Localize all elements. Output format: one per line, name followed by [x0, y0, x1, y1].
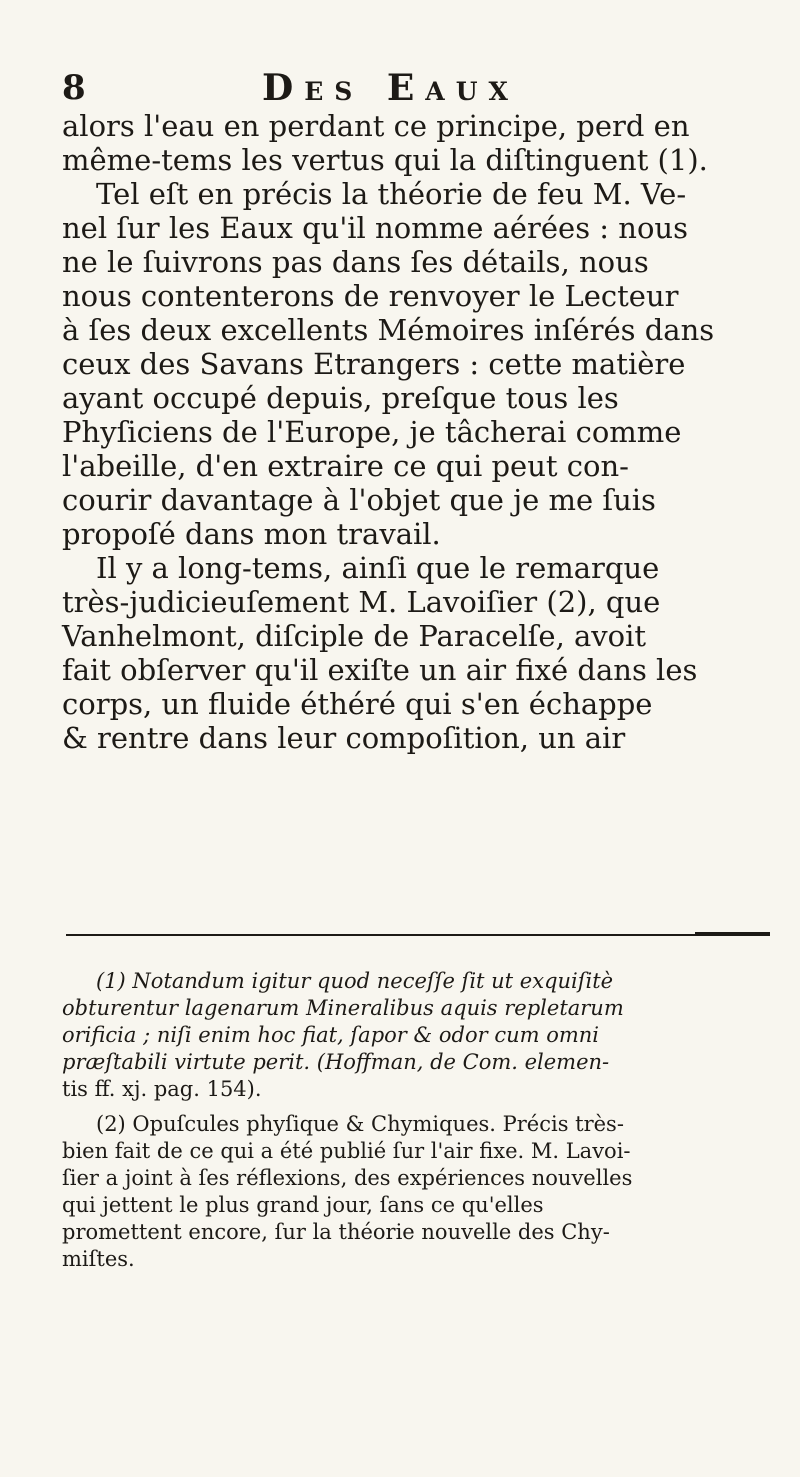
footnote-1: [62, 968, 774, 1103]
footnote-line: tis ff. xj. pag. 154).: [62, 1077, 262, 1101]
text-line: propoſé dans mon travail.: [62, 517, 441, 551]
running-title: Des Eaux: [262, 67, 519, 109]
footnote-line: præſtabili virtute perit. (Hoffman, de Com. elemen-: [62, 1050, 610, 1074]
footnotes: [62, 968, 774, 1273]
footnote-separator-accent: [695, 932, 770, 934]
text-line: Phyſiciens de l'Europe, je tâcherai comme: [62, 415, 682, 449]
text-line: ceux des Savans Etrangers : cette matière: [62, 347, 686, 381]
text-line: nel ſur les Eaux qu'il nomme aérées : nous: [62, 211, 688, 245]
footnote-separator: [66, 934, 770, 936]
footnote-line: promettent encore, ſur la théorie nouvelle des Chy-: [62, 1220, 610, 1244]
text-line: très-judicieuſement M. Lavoiſier (2), que: [62, 585, 661, 619]
text-line: nous contenterons de renvoyer le Lecteur: [62, 279, 679, 313]
text-line: Vanhelmont, diſciple de Paracelſe, avoit: [62, 619, 647, 653]
footnote-line: (2) Opuſcules phyſique & Chymiques. Précis très-: [96, 1112, 624, 1136]
footnote-gap: [62, 1103, 774, 1111]
footnote-line: ſier a joint à ſes réflexions, des expériences nouvelles: [62, 1166, 633, 1190]
text-line: Tel eſt en précis la théorie de feu M. Ve-: [96, 177, 687, 211]
page-number: 8: [62, 68, 87, 108]
main-text: [62, 109, 772, 755]
text-line: alors l'eau en perdant ce principe, perd en: [62, 109, 690, 143]
footnote-line: qui jettent le plus grand jour, ſans ce qu'elles: [62, 1193, 544, 1217]
text-line: & rentre dans leur compoſition, un air: [62, 721, 626, 755]
footnote-line: (1) Notandum igitur quod neceſſe ſit ut exquiſitè: [96, 969, 614, 993]
footnote-line: obturentur lagenarum Mineralibus aquis repletarum: [62, 996, 624, 1020]
text-line: à ſes deux excellents Mémoires inſérés dans: [62, 313, 715, 347]
text-line: même-tems les vertus qui la diſtinguent (1).: [62, 143, 708, 177]
footnote-line: orificia ; niſi enim hoc fiat, ſapor & odor cum omni: [62, 1023, 599, 1047]
text-line: ne le ſuivrons pas dans ſes détails, nous: [62, 245, 649, 279]
text-line: ayant occupé depuis, preſque tous les: [62, 381, 619, 415]
footnote-line: miſtes.: [62, 1247, 135, 1271]
text-line: corps, un fluide éthéré qui s'en échappe: [62, 687, 653, 721]
text-line: fait obſerver qu'il exiſte un air fixé dans les: [62, 653, 698, 687]
footnote-line: bien fait de ce qui a été publié ſur l'air fixe. M. Lavoi-: [62, 1139, 631, 1163]
text-line: l'abeille, d'en extraire ce qui peut con-: [62, 449, 629, 483]
text-line: courir davantage à l'objet que je me ſuis: [62, 483, 656, 517]
footnote-2: [62, 1111, 774, 1273]
page-header: [62, 66, 702, 110]
text-line: Il y a long-tems, ainſi que le remarque: [96, 551, 660, 585]
